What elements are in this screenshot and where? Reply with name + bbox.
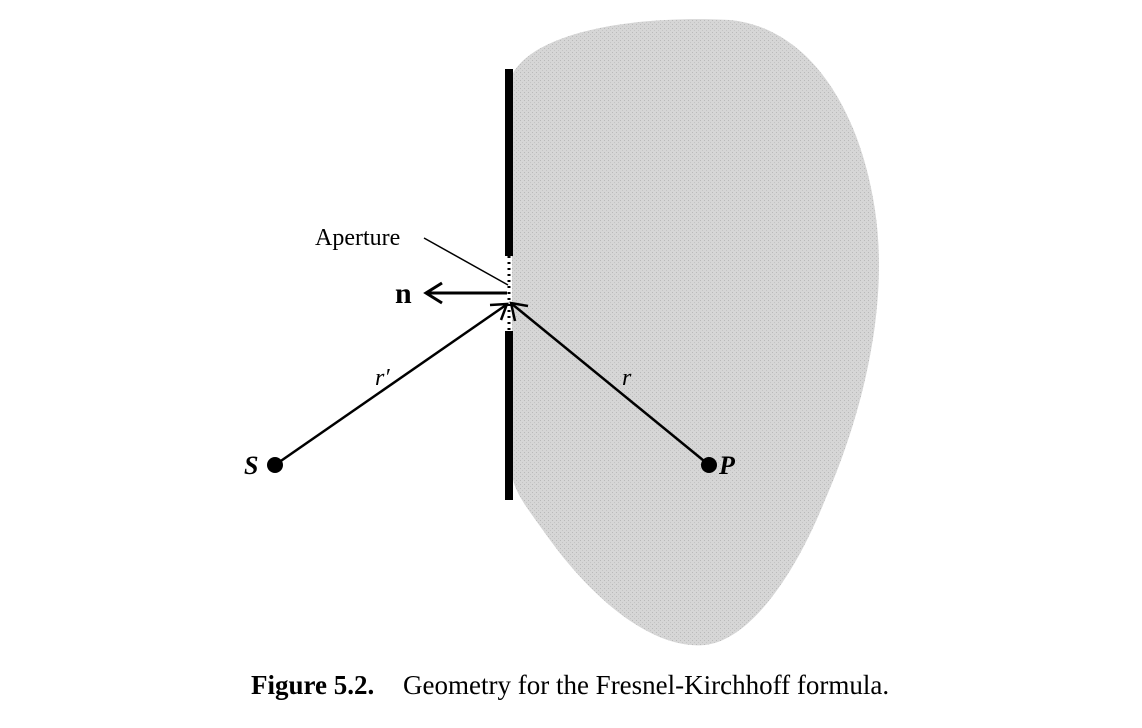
observation-point <box>701 457 717 473</box>
figure-caption <box>251 670 889 701</box>
source-point <box>267 457 283 473</box>
r-label: r <box>622 365 632 391</box>
ray-r-prime <box>275 305 506 465</box>
shaded-region <box>512 19 879 645</box>
normal-label: n <box>395 277 412 310</box>
screen-lower <box>505 331 513 500</box>
figure-caption-text: Geometry for the Fresnel-Kirchhoff formula. <box>403 670 890 700</box>
screen-upper <box>505 69 513 256</box>
aperture-leader-line <box>424 238 508 285</box>
point-label: P <box>719 451 735 480</box>
figure-number: Figure 5.2. <box>251 670 375 700</box>
aperture-label: Aperture <box>315 225 401 251</box>
source-label: S <box>244 451 259 480</box>
r-prime-label: r′ <box>375 365 390 391</box>
